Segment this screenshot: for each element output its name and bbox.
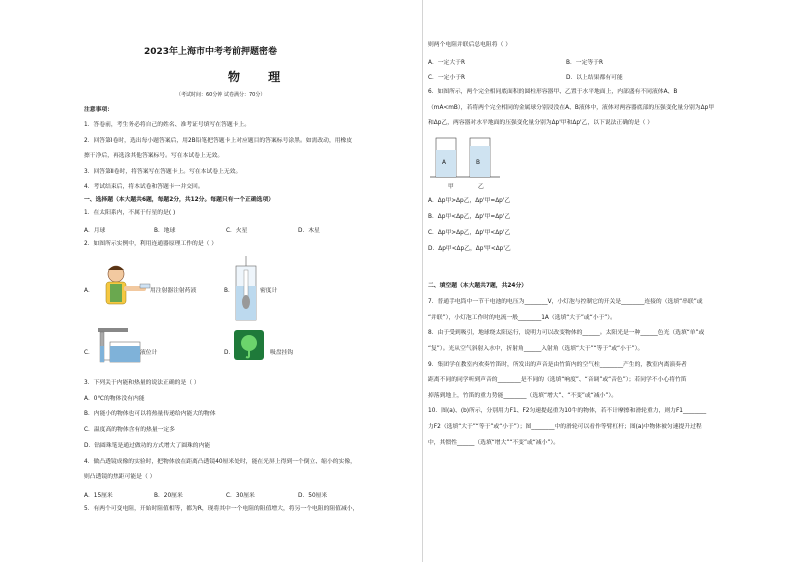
syringe-injection-image: [94, 262, 152, 310]
q2-option-d: D．: [224, 350, 235, 356]
q1-option-b: B．地球: [154, 228, 176, 234]
q6-liquid-a: A: [442, 160, 446, 166]
note-item: 擦干净后，再选涂其他答案标号。写在本试卷上无效。: [84, 153, 224, 159]
fill-line: “并联”），小灯泡工作时的电流一般________1A（选填“大于”或“小于”）。: [428, 315, 616, 321]
q2-option-b: B．: [224, 288, 234, 294]
q1-option-c: C．火星: [226, 228, 248, 234]
q6-option-a: A．Δp甲>Δp乙，Δp'甲=Δp'乙: [428, 198, 511, 204]
fill-line: 10．图(a)、(b)所示，分别用力F1、F2匀速提起重为10牛的物体，若不计摩擦和滑轮重力，则力F1________: [428, 408, 707, 414]
q2-caption-a: 用注射器注射药液: [150, 288, 197, 294]
fill-line: “复”）。光从空气斜射入水中，折射角______入射角（选填“大于”“等于”或“小于”）。: [428, 346, 644, 352]
q1-stem: 1．在太阳系内，不属于行星的是( ): [84, 210, 176, 216]
q5-option-d: D．以上结果都有可能: [566, 75, 623, 81]
q5-option-b: B．一定等于R: [566, 60, 603, 66]
notes-heading: 注意事项：: [84, 107, 113, 113]
note-item: 3．回答第Ⅱ卷时，将答案写在答题卡上。写在本试卷上无效。: [84, 169, 242, 175]
q6-stem-line: 和Δp乙，两容器对水平地面的压强变化量分别为Δp'甲和Δp'乙，以下说法正确的是（ ）: [428, 120, 654, 126]
q2-option-a: A．: [84, 288, 94, 294]
q5-stem-cont: 则两个电阻并联后总电阻将（ ）: [428, 42, 511, 48]
fill-line: 8．由于受到吸引，地球绕太阳运行，说明力可以改变物体的______。太阳光是一种______色光（选填“单”或: [428, 330, 705, 336]
q1-option-a: A．月球: [84, 228, 106, 234]
exam-meta: （考试时间：60分钟 试卷满分：70分）: [176, 92, 266, 98]
q6-liquid-b: B: [476, 160, 480, 166]
fill-line: 力F2（选填“大于”“等于”或“小于”）；图________中的滑轮可以看作等臂杠杆；图(a)中物体被匀速提升过程: [428, 424, 702, 430]
q6-container-yi: 乙: [478, 184, 484, 190]
suction-hook-image: [234, 330, 264, 360]
q6-stem-line: （mA<mB），若将两个完全相同的金属球分别浸没在A、B液体中，液体对两容器底部的压强变化量分别为Δp甲: [428, 105, 715, 111]
fill-line: 7．普通手电筒中一节干电池的电压为________V，小灯泡与控制它的开关是________连接的（选填“串联”或: [428, 299, 703, 305]
q2-caption-d: 吸盘挂钩: [270, 350, 294, 356]
q3-option-c: C．温度高的物体含有的热量一定多: [84, 427, 176, 433]
fill-line: 掉落到地上，竹笛的重力势能________（选填“增大”、“不变”或“减小”）。: [428, 393, 618, 399]
q3-option-b: B．内能小的物体也可以将热量传递给内能大的物体: [84, 411, 216, 417]
q5-option-a: A．一定大于R: [428, 60, 465, 66]
q4-option-a: A．15厘米: [84, 493, 113, 499]
q3-option-d: D．钻圆珠笔是通过做功的方式增大了圆珠的内能: [84, 443, 211, 449]
q4-option-b: B．20厘米: [154, 493, 183, 499]
q2-stem: 2．如图所示实例中，利用连通器原理工作的是（ ）: [84, 241, 218, 247]
q3-stem: 3．下列关于内能和热量的说法正确的是（ ）: [84, 380, 200, 386]
q4-option-d: D．50厘米: [298, 493, 328, 499]
subject-title: 物 理: [228, 70, 293, 84]
q2-caption-c: 液位计: [140, 350, 158, 356]
q6-containers-figure: [430, 136, 500, 182]
q6-option-c: C．Δp甲>Δp乙，Δp'甲<Δp'乙: [428, 230, 511, 236]
level-gauge-image: [96, 326, 144, 364]
q5-stem: 5．有两个可变电阻，开始时阻值相等，都为R，现将其中一个电阻的阻值增大，将另一个电阻的阻值减小，: [84, 506, 359, 512]
note-item: 4．考试结束后，将本试卷和答题卡一并交回。: [84, 184, 204, 190]
q6-container-jia: 甲: [448, 184, 454, 190]
note-item: 1．答卷前，考生务必将自己的姓名、准考证号填写在答题卡上。: [84, 122, 251, 128]
fill-line: 距离不同的同学听到声音的________是不同的（选填“响度”、“音调”或“音色”）；若同学不小心将竹笛: [428, 377, 687, 383]
note-item: 2．回答第Ⅰ卷时，选出每小题答案后，用2B铅笔把答题卡上对应题目的答案标号涂黑。如需改动，用橡皮: [84, 138, 353, 144]
q1-option-d: D．木星: [298, 228, 320, 234]
q4-stem-line: 则凸透镜的焦距可能是（ ）: [84, 474, 156, 480]
q2-caption-b: 密度计: [260, 288, 278, 294]
fill-line: 中，其惯性______（选填“增大”“不变”或“减小”）。: [428, 440, 560, 446]
q4-option-c: C．30厘米: [226, 493, 255, 499]
q6-stem-line: 6．如图所示，两个完全相同底面积的圆柱形容器甲、乙置于水平地面上，内部盛有不同液体A、B: [428, 89, 678, 95]
q6-option-d: D．Δp甲<Δp乙，Δp'甲<Δp'乙: [428, 246, 511, 252]
hydrometer-image: [234, 256, 258, 322]
q2-option-c: C．: [84, 350, 94, 356]
q4-stem-line: 4．做凸透镜成像的实验时，把物体放在距离凸透镜40厘米处时，能在光屏上得到一个倒立、缩小的实像，: [84, 459, 356, 465]
exam-title: 2023年上海市中考考前押题密卷: [144, 47, 278, 57]
q3-option-a: A．0℃的物体没有内能: [84, 396, 145, 402]
fill-line: 9．集团学在教室内欢奏竹笛时，所发出的声音是由竹笛内的空气柱________产生的，教室内离演奏者: [428, 362, 687, 368]
section2-heading: 二、填空题（本大题共7题，共24分）: [428, 283, 528, 289]
column-divider: [422, 0, 423, 562]
q6-option-b: B．Δp甲<Δp乙，Δp'甲=Δp'乙: [428, 214, 511, 220]
section1-heading: 一、选择题（本大题共6题，每题2分，共12分。每题只有一个正确选项）: [84, 197, 275, 203]
q5-option-c: C．一定小于R: [428, 75, 466, 81]
